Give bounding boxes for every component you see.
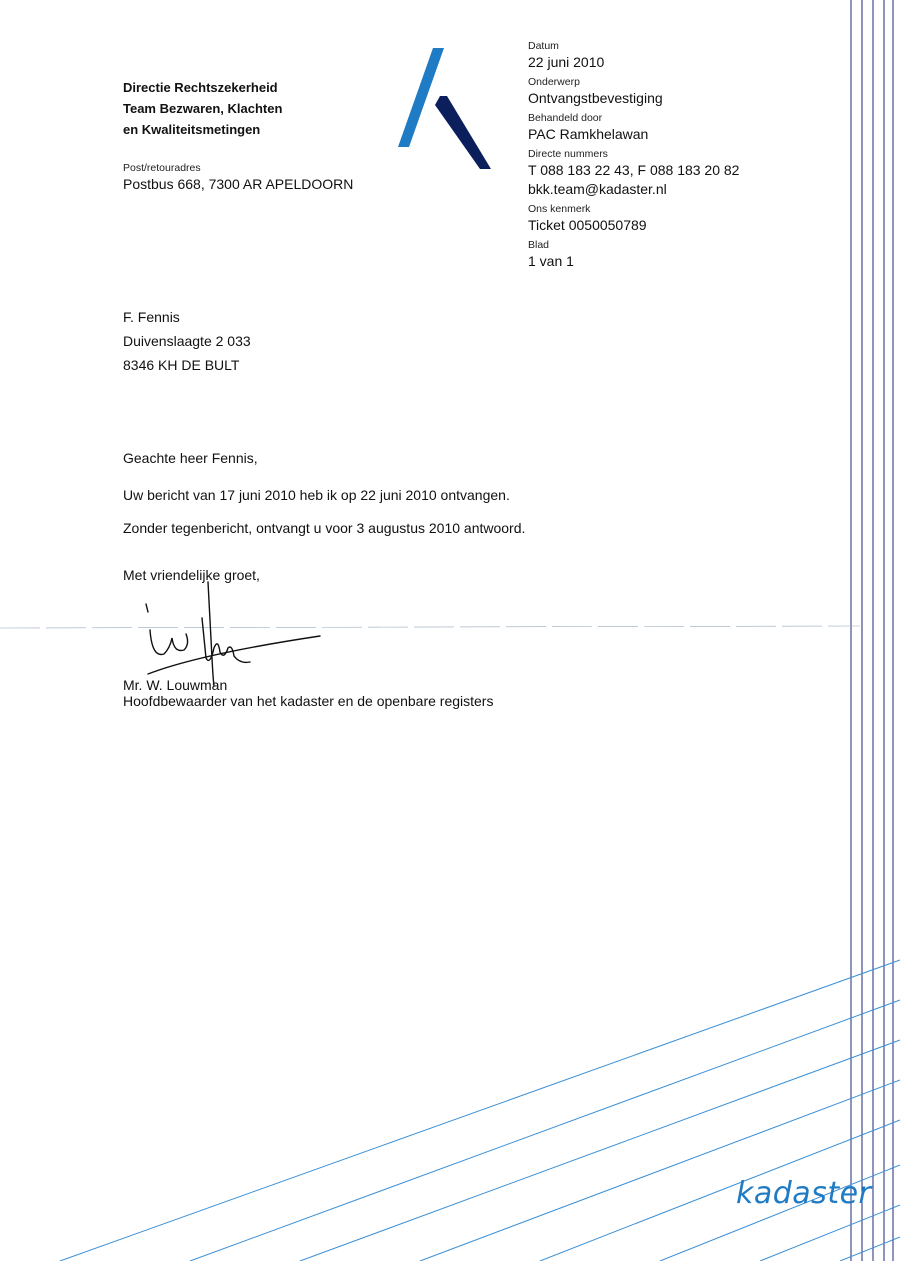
salutation: Geachte heer Fennis, — [123, 450, 258, 466]
date-value: 22 juni 2010 — [528, 54, 605, 70]
date-field — [528, 40, 828, 72]
signer-title: Hoofdbewaarder van het kadaster en de openbare registers — [123, 693, 494, 709]
page-field — [528, 239, 828, 271]
vertical-stripes — [851, 0, 893, 1261]
sender-line-1: Directie Rechtszekerheid — [123, 80, 278, 95]
phone-label: Directe nummers — [528, 148, 608, 160]
paragraph-1: Uw bericht van 17 juni 2010 heb ik op 22 juni 2010 ontvangen. — [123, 487, 510, 503]
logo-light-stroke — [398, 48, 444, 147]
handwritten-signature — [140, 578, 330, 688]
sender-line-3: en Kwaliteitsmetingen — [123, 122, 261, 137]
reference-value: Ticket 0050050789 — [528, 217, 647, 233]
return-address-label: Post/retouradres — [123, 162, 201, 174]
page-value: 1 van 1 — [528, 253, 574, 269]
fold-line — [0, 626, 860, 628]
addressee-block — [123, 305, 251, 377]
date-label: Datum — [528, 40, 559, 52]
logo-dark-stroke — [435, 96, 491, 169]
addressee-name: F. Fennis — [123, 309, 180, 325]
subject-field — [528, 76, 828, 108]
paragraph-2: Zonder tegenbericht, ontvangt u voor 3 augustus 2010 antwoord. — [123, 520, 526, 536]
diagonal-stripes — [60, 960, 900, 1261]
handled-by-value: PAC Ramkhelawan — [528, 126, 649, 142]
email-value: bkk.team@kadaster.nl — [528, 181, 667, 197]
phone-value: T 088 183 22 43, F 088 183 20 82 — [528, 162, 740, 178]
reference-field — [528, 203, 828, 235]
sender-department — [123, 77, 282, 140]
return-address: Postbus 668, 7300 AR APELDOORN — [123, 176, 354, 192]
closing: Met vriendelijke groet, — [123, 567, 260, 583]
handled-by-label: Behandeld door — [528, 112, 603, 124]
page-label: Blad — [528, 239, 550, 251]
subject-label: Onderwerp — [528, 76, 580, 88]
handled-by-field — [528, 112, 828, 144]
signer-block — [123, 677, 493, 709]
letter-metadata — [528, 40, 828, 275]
sender-line-2: Team Bezwaren, Klachten — [123, 101, 283, 116]
kadaster-wordmark: kadaster — [736, 1176, 872, 1211]
signer-name: Mr. W. Louwman — [123, 677, 228, 693]
subject-value: Ontvangstbevestiging — [528, 90, 663, 106]
addressee-city: 8346 KH DE BULT — [123, 357, 240, 373]
reference-label: Ons kenmerk — [528, 203, 591, 215]
addressee-street: Duivenslaagte 2 033 — [123, 333, 251, 349]
phone-field — [528, 148, 828, 199]
kadaster-logo — [395, 45, 495, 175]
